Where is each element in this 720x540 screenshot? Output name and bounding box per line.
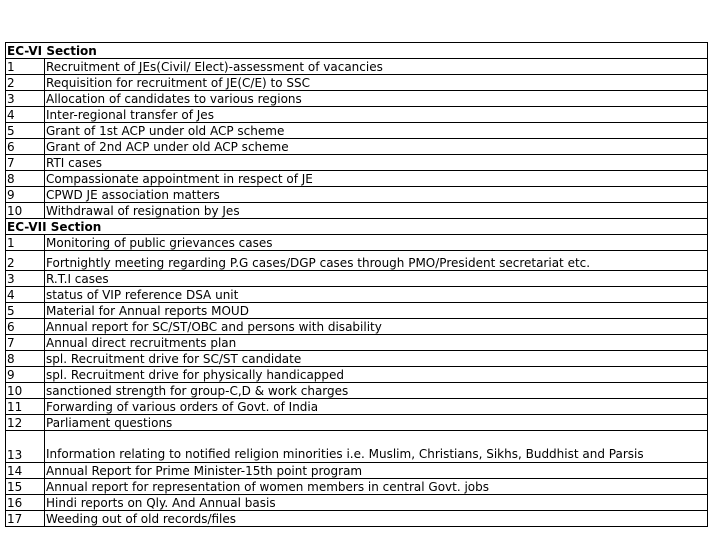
item-number: 6 (6, 319, 45, 335)
item-description: Withdrawal of resignation by Jes (45, 203, 708, 219)
table-row (6, 155, 708, 171)
item-description: Allocation of candidates to various regions (45, 91, 708, 107)
section-title: EC-VI Section (6, 43, 708, 59)
item-number: 9 (6, 367, 45, 383)
item-number: 17 (6, 511, 45, 527)
table-row (6, 367, 708, 383)
item-description: Annual report for representation of women members in central Govt. jobs (45, 479, 708, 495)
table-row (6, 431, 708, 463)
document-sheet (5, 42, 708, 527)
item-description: Material for Annual reports MOUD (45, 303, 708, 319)
item-number: 4 (6, 287, 45, 303)
table-row (6, 187, 708, 203)
item-description: Fortnightly meeting regarding P.G cases/DGP cases through PMO/President secretariat etc. (45, 251, 708, 271)
item-description: Grant of 2nd ACP under old ACP scheme (45, 139, 708, 155)
table-row (6, 511, 708, 527)
item-description: sanctioned strength for group-C,D & work charges (45, 383, 708, 399)
item-description: Hindi reports on Qly. And Annual basis (45, 495, 708, 511)
item-number: 3 (6, 271, 45, 287)
table-row (6, 171, 708, 187)
item-description: Parliament questions (45, 415, 708, 431)
item-number: 5 (6, 123, 45, 139)
table-row (6, 75, 708, 91)
item-description: RTI cases (45, 155, 708, 171)
item-number: 3 (6, 91, 45, 107)
item-description: Recruitment of JEs(Civil/ Elect)-assessment of vacancies (45, 59, 708, 75)
table-row (6, 203, 708, 219)
item-number: 11 (6, 399, 45, 415)
table-row (6, 415, 708, 431)
item-description: Requisition for recruitment of JE(C/E) to SSC (45, 75, 708, 91)
item-number: 9 (6, 187, 45, 203)
item-description: Annual report for SC/ST/OBC and persons with disability (45, 319, 708, 335)
work-allocation-table (5, 42, 708, 527)
table-row (6, 91, 708, 107)
item-description: Annual Report for Prime Minister-15th point program (45, 463, 708, 479)
table-row (6, 463, 708, 479)
table-row (6, 271, 708, 287)
section-header-row (6, 43, 708, 59)
item-description: Information relating to notified religion minorities i.e. Muslim, Christians, Sikhs, Buddhist and Parsis (45, 431, 708, 463)
item-number: 16 (6, 495, 45, 511)
item-number: 13 (6, 431, 45, 463)
item-number: 5 (6, 303, 45, 319)
table-row (6, 479, 708, 495)
table-row (6, 235, 708, 251)
item-description: Annual direct recruitments plan (45, 335, 708, 351)
table-row (6, 351, 708, 367)
table-row (6, 123, 708, 139)
item-number: 10 (6, 383, 45, 399)
table-row (6, 303, 708, 319)
table-row (6, 383, 708, 399)
item-description: spl. Recruitment drive for SC/ST candidate (45, 351, 708, 367)
item-description: CPWD JE association matters (45, 187, 708, 203)
item-description: Monitoring of public grievances cases (45, 235, 708, 251)
section-header-row (6, 219, 708, 235)
item-number: 14 (6, 463, 45, 479)
item-number: 7 (6, 335, 45, 351)
item-description: spl. Recruitment drive for physically handicapped (45, 367, 708, 383)
table-row (6, 287, 708, 303)
item-description: R.T.I cases (45, 271, 708, 287)
item-number: 8 (6, 171, 45, 187)
table-row (6, 59, 708, 75)
table-row (6, 319, 708, 335)
item-description: Inter-regional transfer of Jes (45, 107, 708, 123)
item-number: 7 (6, 155, 45, 171)
table-row (6, 139, 708, 155)
item-description: Forwarding of various orders of Govt. of India (45, 399, 708, 415)
table-row (6, 335, 708, 351)
item-description: Compassionate appointment in respect of JE (45, 171, 708, 187)
item-description: Weeding out of old records/files (45, 511, 708, 527)
table-row (6, 399, 708, 415)
table-row (6, 107, 708, 123)
item-description: Grant of 1st ACP under old ACP scheme (45, 123, 708, 139)
item-number: 8 (6, 351, 45, 367)
item-number: 2 (6, 75, 45, 91)
table-row (6, 251, 708, 271)
section-title: EC-VII Section (6, 219, 708, 235)
item-number: 6 (6, 139, 45, 155)
item-number: 15 (6, 479, 45, 495)
item-number: 4 (6, 107, 45, 123)
item-number: 10 (6, 203, 45, 219)
item-number: 1 (6, 235, 45, 251)
item-number: 12 (6, 415, 45, 431)
table-row (6, 495, 708, 511)
item-number: 1 (6, 59, 45, 75)
item-number: 2 (6, 251, 45, 271)
item-description: status of VIP reference DSA unit (45, 287, 708, 303)
